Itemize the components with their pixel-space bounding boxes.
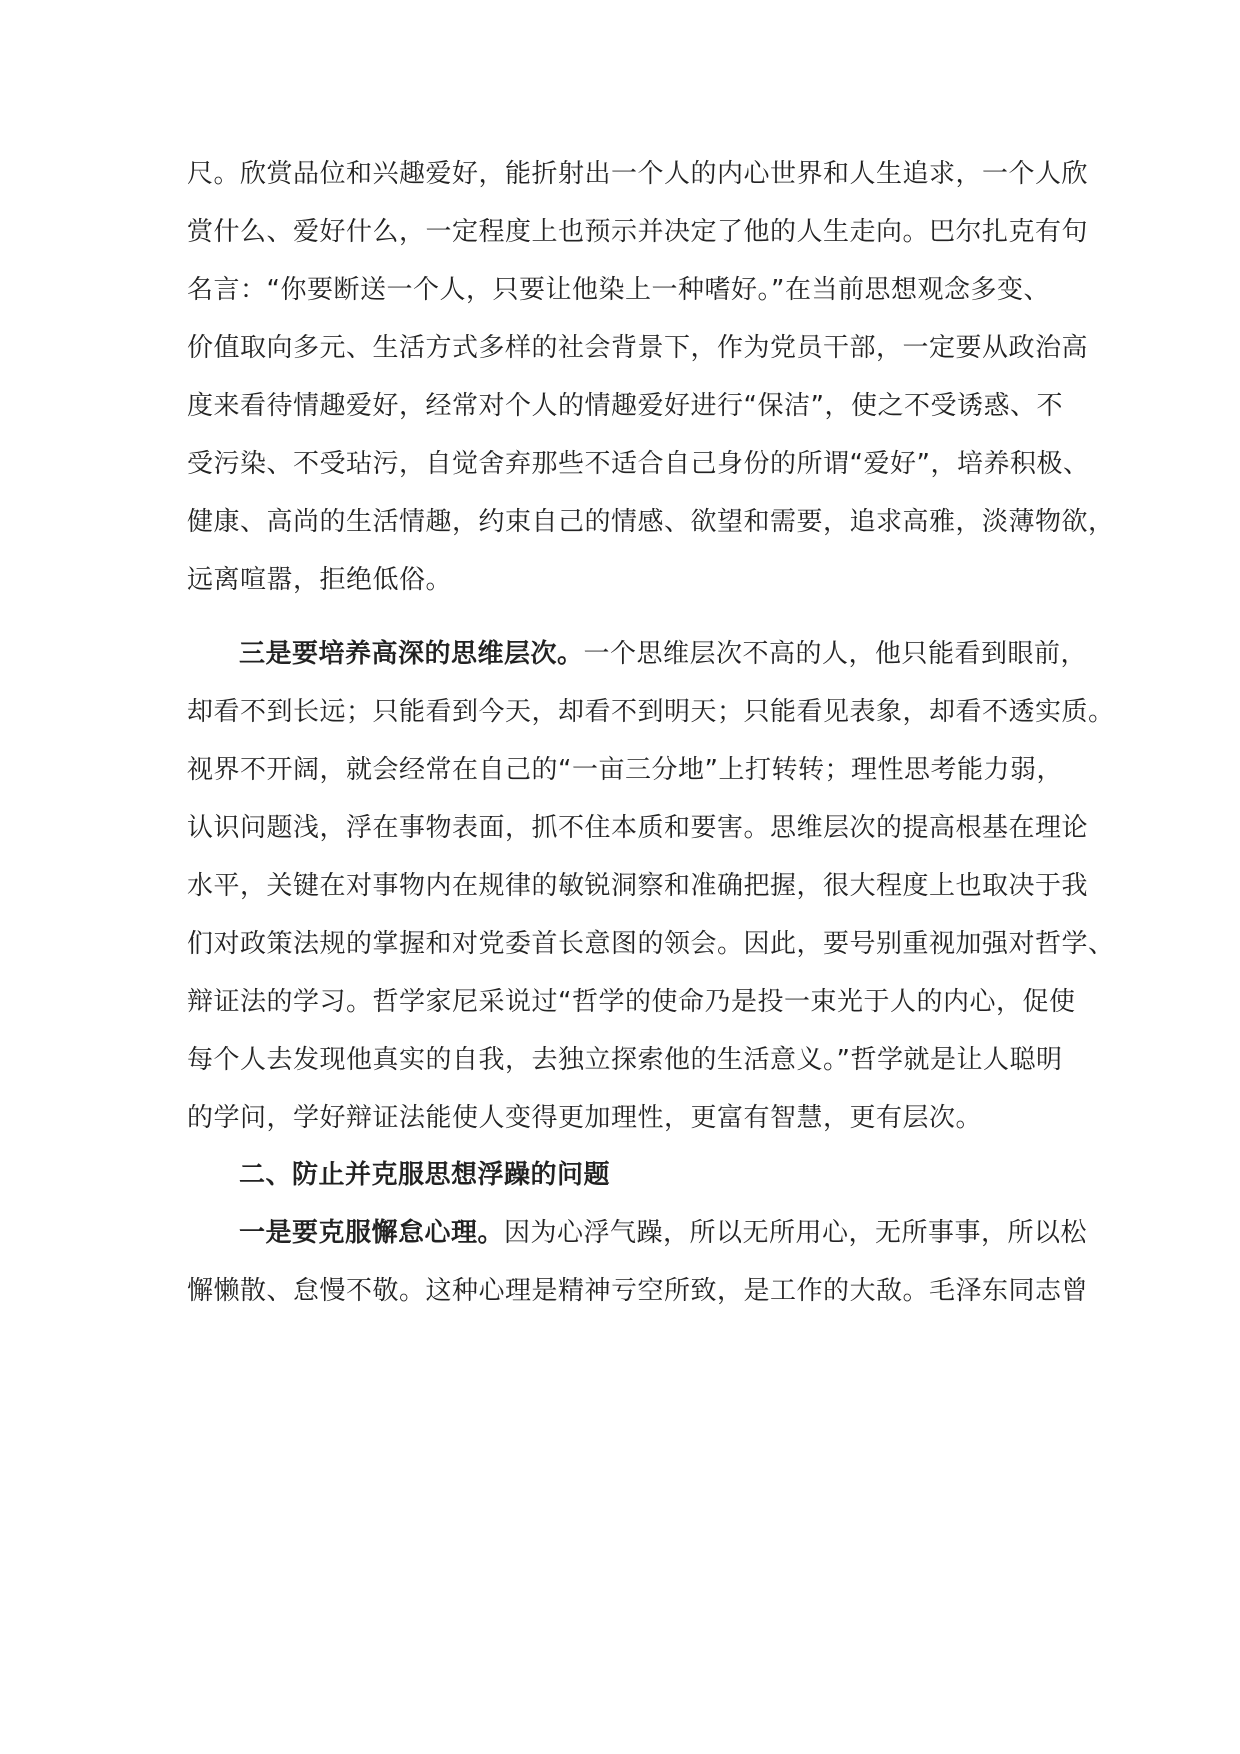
text-line: 的学问，学好辩证法能使人变得更加理性，更富有智慧，更有层次。 [187, 1103, 983, 1133]
text-line: 懈懒散、怠慢不敬。这种心理是精神亏空所致，是工作的大敌。毛泽东同志曾 [187, 1276, 1089, 1306]
text-line: 视界不开阔，就会经常在自己的“一亩三分地”上打转转；理性思考能力弱， [187, 755, 1063, 785]
text-line: 价值取向多元、生活方式多样的社会背景下，作为党员干部，一定要从政治高 [187, 333, 1089, 363]
text-line: 受污染、不受玷污，自觉舍弃那些不适合自己身份的所谓“爱好”，培养积极、 [187, 449, 1090, 479]
text-line: 却看不到长远；只能看到今天，却看不到明天；只能看见表象，却看不透实质。 [187, 697, 1115, 727]
text-line: 名言：“你要断送一个人，只要让他染上一种嗜好。”在当前思想观念多变、 [187, 275, 1050, 305]
text-span: 一个思维层次不高的人，他只能看到眼前， [583, 639, 1088, 669]
text-line: 尺。欣赏品位和兴趣爱好，能折射出一个人的内心世界和人生追求，一个人欣 [187, 159, 1089, 189]
paragraph-first-line [239, 634, 1087, 674]
paragraph-heading: 一是要克服懈怠心理。 [239, 1218, 505, 1248]
paragraph-first-line [239, 1213, 1087, 1253]
text-line: 认识问题浅，浮在事物表面，抓不住本质和要害。思维层次的提高根基在理论 [187, 813, 1089, 843]
text-line: 们对政策法规的掌握和对党委首长意图的领会。因此，要号别重视加强对哲学、 [187, 929, 1115, 959]
paragraph-heading: 三是要培养高深的思维层次。 [239, 639, 584, 669]
text-line: 每个人去发现他真实的自我，去独立探索他的生活意义。”哲学就是让人聪明 [187, 1045, 1063, 1075]
text-line: 赏什么、爱好什么，一定程度上也预示并决定了他的人生走向。巴尔扎克有句 [187, 217, 1089, 247]
text-line: 辩证法的学习。哲学家尼采说过“哲学的使命乃是投一束光于人的内心，促使 [187, 987, 1076, 1017]
text-line: 远离喧嚣，拒绝低俗。 [187, 565, 453, 595]
text-line: 健康、高尚的生活情趣，约束自己的情感、欲望和需要，追求高雅，淡薄物欲， [187, 507, 1115, 537]
text-line: 水平，关键在对事物内在规律的敏锐洞察和准确把握，很大程度上也取决于我 [187, 871, 1089, 901]
text-line: 度来看待情趣爱好，经常对个人的情趣爱好进行“保洁”，使之不受诱惑、不 [187, 391, 1063, 421]
section-title: 二、防止并克服思想浮躁的问题 [239, 1160, 611, 1190]
text-span: 因为心浮气躁，所以无所用心，无所事事，所以松 [504, 1218, 1088, 1248]
